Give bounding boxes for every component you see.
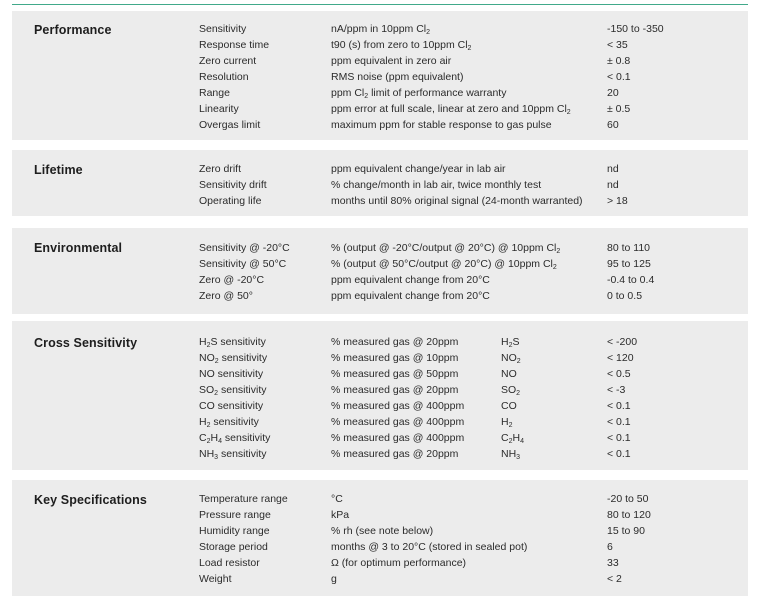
measured-gas: $NO_2$ — [501, 352, 521, 365]
measured-gas: $C_2H_4$ — [501, 432, 524, 445]
parameter-description: % measured gas @ 400ppm — [331, 400, 465, 412]
parameter-name: $H_2S$ sensitivity — [199, 336, 266, 349]
spec-row — [12, 414, 748, 430]
measured-gas: $H_2$ — [501, 416, 513, 429]
spec-row — [12, 366, 748, 382]
spec-row — [12, 430, 748, 446]
parameter-value: 6 — [607, 541, 613, 553]
parameter-name: Linearity — [199, 103, 239, 115]
section-title: Lifetime — [34, 163, 83, 177]
parameter-value: ± 0.5 — [607, 103, 631, 115]
parameter-value: 80 to 120 — [607, 509, 651, 521]
subscript: 2 — [426, 29, 431, 36]
spec-row — [12, 334, 748, 350]
subscript: 2 — [508, 438, 513, 445]
parameter-value: < -3 — [607, 384, 626, 396]
spec-row — [12, 240, 748, 256]
parameter-name: Zero @ 50° — [199, 290, 253, 302]
parameter-value: < 0.1 — [607, 448, 631, 460]
subscript: 2 — [206, 342, 211, 349]
subscript: 2 — [214, 390, 219, 397]
subscript: 2 — [556, 248, 561, 255]
parameter-value: -20 to 50 — [607, 493, 649, 505]
parameter-description: °C — [331, 493, 343, 505]
parameter-description: maximum ppm for stable response to gas pulse — [331, 119, 552, 131]
parameter-value: < 0.5 — [607, 368, 631, 380]
parameter-value: 60 — [607, 119, 619, 131]
subscript: 2 — [508, 342, 513, 349]
parameter-description: % measured gas @ 50ppm — [331, 368, 459, 380]
spec-row — [12, 37, 748, 53]
subscript: 2 — [516, 358, 521, 365]
section-performance — [12, 11, 748, 140]
parameter-value: < 0.1 — [607, 71, 631, 83]
parameter-value: nd — [607, 179, 619, 191]
parameter-name: NO sensitivity — [199, 368, 264, 380]
measured-gas: $NH_3$ — [501, 448, 521, 461]
parameter-name: $NH_3$ sensitivity — [199, 448, 267, 461]
spec-row — [12, 177, 748, 193]
parameter-name: CO sensitivity — [199, 400, 264, 412]
section-title: Performance — [34, 23, 112, 37]
parameter-name: Pressure range — [199, 509, 271, 521]
spec-row — [12, 21, 748, 37]
parameter-value: < 35 — [607, 39, 628, 51]
subscript: 3 — [214, 454, 219, 461]
spec-row — [12, 69, 748, 85]
parameter-description: % measured gas @ 10ppm — [331, 352, 459, 364]
parameter-name: Humidity range — [199, 525, 270, 537]
parameter-name: Sensitivity drift — [199, 179, 267, 191]
parameter-value: -0.4 to 0.4 — [607, 274, 655, 286]
parameter-value: -150 to -350 — [607, 23, 664, 35]
subscript: 4 — [520, 438, 524, 445]
parameter-description: ppm error at full scale, linear at zero and 10ppm $Cl_2$ — [331, 103, 571, 116]
parameter-value: 20 — [607, 87, 619, 99]
parameter-name: $SO_2$ sensitivity — [199, 384, 267, 397]
spec-row — [12, 288, 748, 304]
parameter-name: Sensitivity @ 50°C — [199, 258, 287, 270]
parameter-value: 95 to 125 — [607, 258, 651, 270]
spec-row — [12, 523, 748, 539]
parameter-name: Storage period — [199, 541, 268, 553]
parameter-description: t90 (s) from zero to 10ppm $Cl_2$ — [331, 39, 472, 52]
spec-row — [12, 491, 748, 507]
parameter-value: > 18 — [607, 195, 628, 207]
parameter-description: g — [331, 573, 337, 585]
spec-row — [12, 193, 748, 209]
subscript: 4 — [218, 438, 222, 445]
parameter-value: 80 to 110 — [607, 242, 651, 254]
subscript: 2 — [516, 390, 521, 397]
parameter-name: Zero current — [199, 55, 257, 67]
subscript: 2 — [206, 422, 211, 429]
parameter-value: < 0.1 — [607, 416, 631, 428]
measured-gas: $H_2S$ — [501, 336, 520, 349]
parameter-description: % measured gas @ 400ppm — [331, 432, 465, 444]
parameter-description: % measured gas @ 20ppm — [331, 448, 459, 460]
spec-row — [12, 161, 748, 177]
parameter-value: < -200 — [607, 336, 638, 348]
parameter-name: Zero drift — [199, 163, 242, 175]
parameter-description: % measured gas @ 20ppm — [331, 384, 459, 396]
parameter-description: % measured gas @ 400ppm — [331, 416, 465, 428]
section-title: Cross Sensitivity — [34, 336, 138, 350]
parameter-description: ppm equivalent change/year in lab air — [331, 163, 506, 175]
parameter-name: Weight — [199, 573, 232, 585]
parameter-description: months until 80% original signal (24-month warranted) — [331, 195, 583, 207]
spec-row — [12, 571, 748, 587]
parameter-description: Ω (for optimum performance) — [331, 557, 467, 569]
parameter-name: Range — [199, 87, 230, 99]
spec-row — [12, 446, 748, 462]
parameter-value: ± 0.8 — [607, 55, 631, 67]
spec-row — [12, 350, 748, 366]
top-accent-rule — [12, 4, 748, 5]
parameter-name: Sensitivity — [199, 23, 247, 35]
parameter-name: Sensitivity @ -20°C — [199, 242, 290, 254]
spec-row — [12, 555, 748, 571]
subscript: 3 — [516, 454, 521, 461]
parameter-description: % (output @ 50°C/output @ 20°C) @ 10ppm $Cl_2$ — [331, 258, 557, 271]
parameter-value: < 0.1 — [607, 400, 631, 412]
parameter-value: 15 to 90 — [607, 525, 645, 537]
parameter-name: Load resistor — [199, 557, 260, 569]
spec-row — [12, 382, 748, 398]
parameter-name: Resolution — [199, 71, 249, 83]
parameter-name: Operating life — [199, 195, 262, 207]
parameter-name: Overgas limit — [199, 119, 261, 131]
spec-row — [12, 85, 748, 101]
parameter-description: ppm equivalent in zero air — [331, 55, 452, 67]
parameter-name: Zero @ -20°C — [199, 274, 265, 286]
parameter-description: months @ 3 to 20°C (stored in sealed pot) — [331, 541, 528, 553]
spec-row — [12, 507, 748, 523]
parameter-name: $C_2H_4$ sensitivity — [199, 432, 271, 445]
parameter-description: ppm equivalent change from 20°C — [331, 274, 490, 286]
measured-gas: CO — [501, 400, 517, 412]
parameter-description: % (output @ -20°C/output @ 20°C) @ 10ppm $Cl_2$ — [331, 242, 561, 255]
parameter-description: ppm equivalent change from 20°C — [331, 290, 490, 302]
parameter-value: 33 — [607, 557, 619, 569]
parameter-description: nA/ppm in 10ppm $Cl_2$ — [331, 23, 431, 36]
subscript: 2 — [552, 264, 557, 271]
parameter-description: % rh (see note below) — [331, 525, 434, 537]
spec-row — [12, 117, 748, 133]
section-cross-sensitivity — [12, 321, 748, 470]
spec-row — [12, 256, 748, 272]
subscript: 2 — [206, 438, 211, 445]
section-key-specifications — [12, 480, 748, 596]
parameter-name: Response time — [199, 39, 270, 51]
parameter-name: $H_2$ sensitivity — [199, 416, 259, 429]
parameter-value: nd — [607, 163, 619, 175]
spec-row — [12, 272, 748, 288]
section-title: Environmental — [34, 241, 123, 255]
parameter-name: $NO_2$ sensitivity — [199, 352, 268, 365]
parameter-value: < 120 — [607, 352, 634, 364]
parameter-description: RMS noise (ppm equivalent) — [331, 71, 464, 83]
subscript: 2 — [566, 109, 571, 116]
subscript: 2 — [364, 93, 369, 100]
parameter-description: ppm $Cl_2$ limit of performance warranty — [331, 87, 507, 100]
parameter-description: % change/month in lab air, twice monthly test — [331, 179, 542, 191]
subscript: 2 — [508, 422, 513, 429]
spec-row — [12, 53, 748, 69]
parameter-name: Temperature range — [199, 493, 288, 505]
parameter-value: 0 to 0.5 — [607, 290, 643, 302]
parameter-value: < 0.1 — [607, 432, 631, 444]
section-environmental — [12, 228, 748, 314]
section-lifetime — [12, 150, 748, 216]
section-title: Key Specifications — [34, 493, 147, 507]
measured-gas: NO — [501, 368, 517, 380]
subscript: 2 — [467, 45, 472, 52]
spec-row — [12, 101, 748, 117]
parameter-value: < 2 — [607, 573, 622, 585]
subscript: 2 — [214, 358, 219, 365]
spec-row — [12, 398, 748, 414]
parameter-description: kPa — [331, 509, 350, 521]
parameter-description: % measured gas @ 20ppm — [331, 336, 459, 348]
spec-row — [12, 539, 748, 555]
measured-gas: $SO_2$ — [501, 384, 521, 397]
